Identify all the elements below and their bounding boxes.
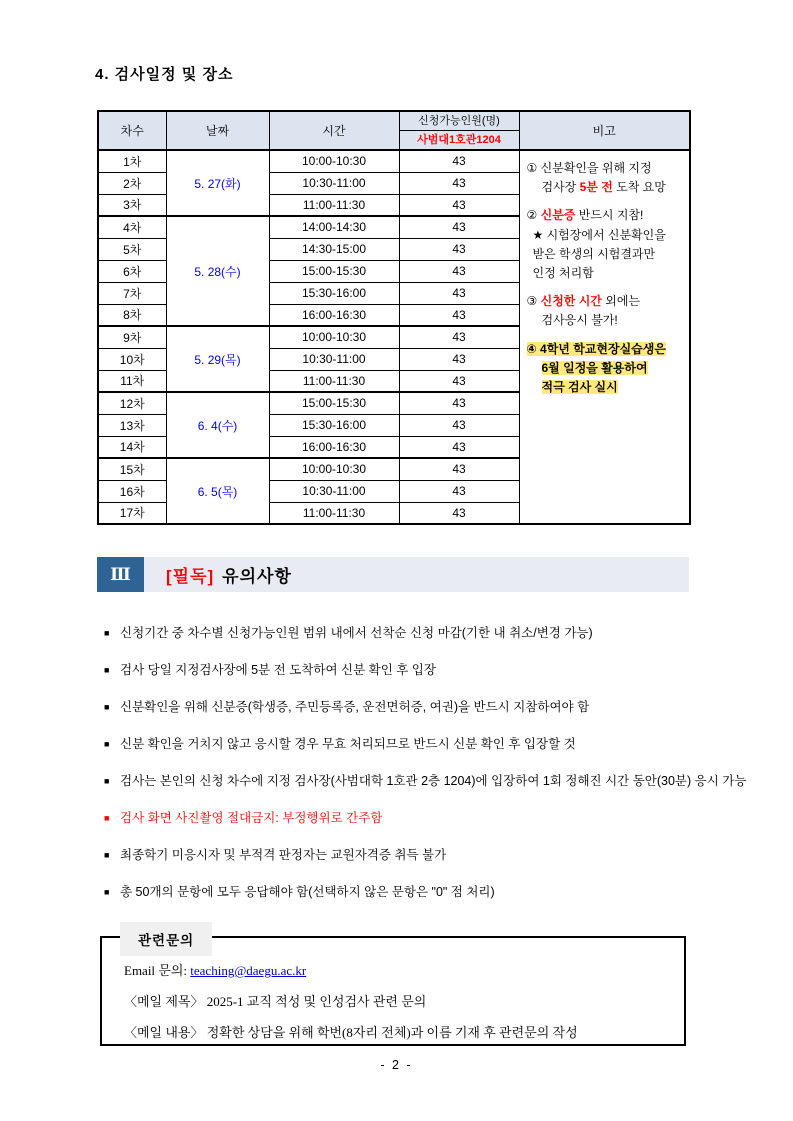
capacity-cell: 43 [399, 392, 519, 414]
bullet-item: ■ 총 50개의 문항에 모두 응답해야 함(선택하지 않은 문항은 "0" 점 처리) [104, 881, 780, 904]
capacity-cell: 43 [399, 436, 519, 458]
note3-red: 신청한 시간 [540, 294, 602, 309]
remarks-cell [519, 150, 690, 524]
header-date: 날짜 [166, 111, 269, 150]
round-cell: 4차 [98, 216, 166, 238]
time-cell: 16:00-16:30 [269, 436, 399, 458]
header-round: 차수 [98, 111, 166, 150]
note1-line2-pre: 검사장 [541, 180, 580, 195]
time-cell: 15:30-16:00 [269, 414, 399, 436]
time-cell: 11:00-11:30 [269, 502, 399, 524]
round-cell: 2차 [98, 172, 166, 194]
contact-subject-line: 〈메일 제목〉 2025-1 교직 적성 및 인성검사 관련 문의 [124, 994, 427, 1009]
capacity-cell: 43 [399, 304, 519, 326]
time-cell: 15:30-16:00 [269, 282, 399, 304]
capacity-cell: 43 [399, 282, 519, 304]
capacity-cell: 43 [399, 326, 519, 348]
time-cell: 10:00-10:30 [269, 150, 399, 172]
note2-number: ② [526, 208, 538, 223]
note1-line2-post: 도착 요망 [612, 180, 666, 195]
capacity-cell: 43 [399, 260, 519, 282]
note4-line3: 적극 검사 실시 [541, 379, 618, 394]
round-cell: 14차 [98, 436, 166, 458]
email-label: Email 문의: [124, 963, 191, 978]
capacity-cell: 43 [399, 238, 519, 260]
header-venue-label: 사범대1호관1204 [417, 134, 501, 146]
table-row [98, 150, 690, 172]
round-cell: 1차 [98, 150, 166, 172]
capacity-cell: 43 [399, 414, 519, 436]
remark-note-4 [527, 340, 685, 398]
round-cell: 7차 [98, 282, 166, 304]
time-cell: 15:00-15:30 [269, 260, 399, 282]
bullet-item: ■ 최종학기 미응시자 및 부적격 판정자는 교원자격증 취득 불가 [104, 844, 780, 867]
bullet-item: ■ 신분 확인을 거치지 않고 응시할 경우 무효 처리되므로 반드시 신분 확인 후 입장할 것 [104, 733, 780, 756]
note2-star-line1: ★ 시험장에서 신분확인을 [532, 227, 666, 242]
note3-line2: 검사응시 불가! [541, 313, 618, 328]
time-cell: 11:00-11:30 [269, 370, 399, 392]
note2-star-line3: 인정 처리함 [532, 265, 594, 280]
round-cell: 6차 [98, 260, 166, 282]
note2-red: 신분증 [540, 208, 576, 223]
section-3-title-text: 유의사항 [222, 567, 292, 586]
round-cell: 17차 [98, 502, 166, 524]
time-cell: 10:30-11:00 [269, 348, 399, 370]
header-capacity [399, 111, 519, 150]
round-cell: 8차 [98, 304, 166, 326]
round-cell: 5차 [98, 238, 166, 260]
capacity-cell: 43 [399, 194, 519, 216]
note1-line1: 신분확인을 위해 지정 [540, 161, 652, 175]
time-cell: 10:30-11:00 [269, 172, 399, 194]
round-cell: 13차 [98, 414, 166, 436]
round-cell: 11차 [98, 370, 166, 392]
header-time: 시간 [269, 111, 399, 150]
note4-number: ④ [526, 341, 537, 356]
bullet-item-warning: ■ 검사 화면 사진촬영 절대금지: 부정행위로 간주함 [104, 807, 780, 830]
note3-post: 외에는 [601, 294, 641, 309]
time-cell: 10:00-10:30 [269, 326, 399, 348]
round-cell: 9차 [98, 326, 166, 348]
header-remarks: 비고 [519, 111, 690, 150]
remark-note-1 [527, 159, 685, 197]
time-cell: 14:00-14:30 [269, 216, 399, 238]
note4-line2: 6월 일정을 활용하여 [541, 360, 648, 375]
note3-number: ③ [526, 294, 538, 309]
round-cell: 12차 [98, 392, 166, 414]
date-cell: 5. 27(화) [166, 150, 269, 216]
note1-line2-red: 5분 전 [579, 180, 613, 195]
time-cell: 14:30-15:00 [269, 238, 399, 260]
capacity-cell: 43 [399, 458, 519, 480]
date-cell: 6. 4(수) [166, 392, 269, 458]
note4-line1: 4학년 학교현장실습생은 [540, 341, 666, 356]
bullet-item: ■ 검사 당일 지정검사장에 5분 전 도착하여 신분 확인 후 입장 [104, 659, 780, 682]
contact-box [100, 933, 686, 1046]
capacity-cell: 43 [399, 502, 519, 524]
capacity-cell: 43 [399, 150, 519, 172]
bullet-item: ■ 신청기간 중 차수별 신청가능인원 범위 내에서 선착순 신청 마감(기한 내 취소/변경 가능) [104, 622, 780, 645]
time-cell: 16:00-16:30 [269, 304, 399, 326]
schedule-table [97, 110, 691, 525]
section-3-header-bar [97, 557, 689, 592]
page-number: - 2 - [380, 1058, 413, 1072]
note2-star-line2: 받은 학생의 시험결과만 [532, 246, 656, 261]
remark-note-2 [527, 206, 685, 283]
note1-number: ① [526, 161, 538, 175]
date-cell: 5. 29(목) [166, 326, 269, 392]
capacity-cell: 43 [399, 216, 519, 238]
header-capacity-label: 신청가능인원(명) [400, 112, 519, 131]
date-cell: 6. 5(목) [166, 458, 269, 524]
round-cell: 16차 [98, 480, 166, 502]
must-read-tag: [필독] [166, 567, 215, 586]
time-cell: 10:00-10:30 [269, 458, 399, 480]
time-cell: 15:00-15:30 [269, 392, 399, 414]
round-cell: 3차 [98, 194, 166, 216]
note2-post: 반드시 지참! [575, 208, 644, 223]
contact-body-line: 〈메일 내용〉 정확한 상담을 위해 학번(8자리 전체)과 이름 기재 후 관련문의 작성 [124, 1025, 578, 1040]
email-link[interactable]: teaching@daegu.ac.kr [190, 963, 307, 978]
capacity-cell: 43 [399, 172, 519, 194]
capacity-cell: 43 [399, 370, 519, 392]
round-cell: 15차 [98, 458, 166, 480]
page-title: 4. 검사일정 및 장소 [95, 66, 234, 83]
round-cell: 10차 [98, 348, 166, 370]
section-3-roman-numeral: Ⅲ [97, 557, 144, 592]
section-3-title [166, 562, 292, 587]
capacity-cell: 43 [399, 348, 519, 370]
remark-note-3 [527, 292, 685, 330]
table-header-row [98, 111, 690, 150]
time-cell: 10:30-11:00 [269, 480, 399, 502]
notice-bullet-list [104, 622, 780, 918]
contact-box-title: 관련문의 [120, 922, 212, 956]
bullet-item: ■ 신분확인을 위해 신분증(학생증, 주민등록증, 운전면허증, 여권)을 반드시 지참하여야 함 [104, 696, 780, 719]
contact-email-line [124, 960, 684, 979]
capacity-cell: 43 [399, 480, 519, 502]
date-cell: 5. 28(수) [166, 216, 269, 326]
time-cell: 11:00-11:30 [269, 194, 399, 216]
bullet-item: ■ 검사는 본인의 신청 차수에 지정 검사장(사범대학 1호관 2층 1204)에 입장하여 1회 정해진 시간 동안(30분) 응시 가능 [104, 770, 780, 793]
